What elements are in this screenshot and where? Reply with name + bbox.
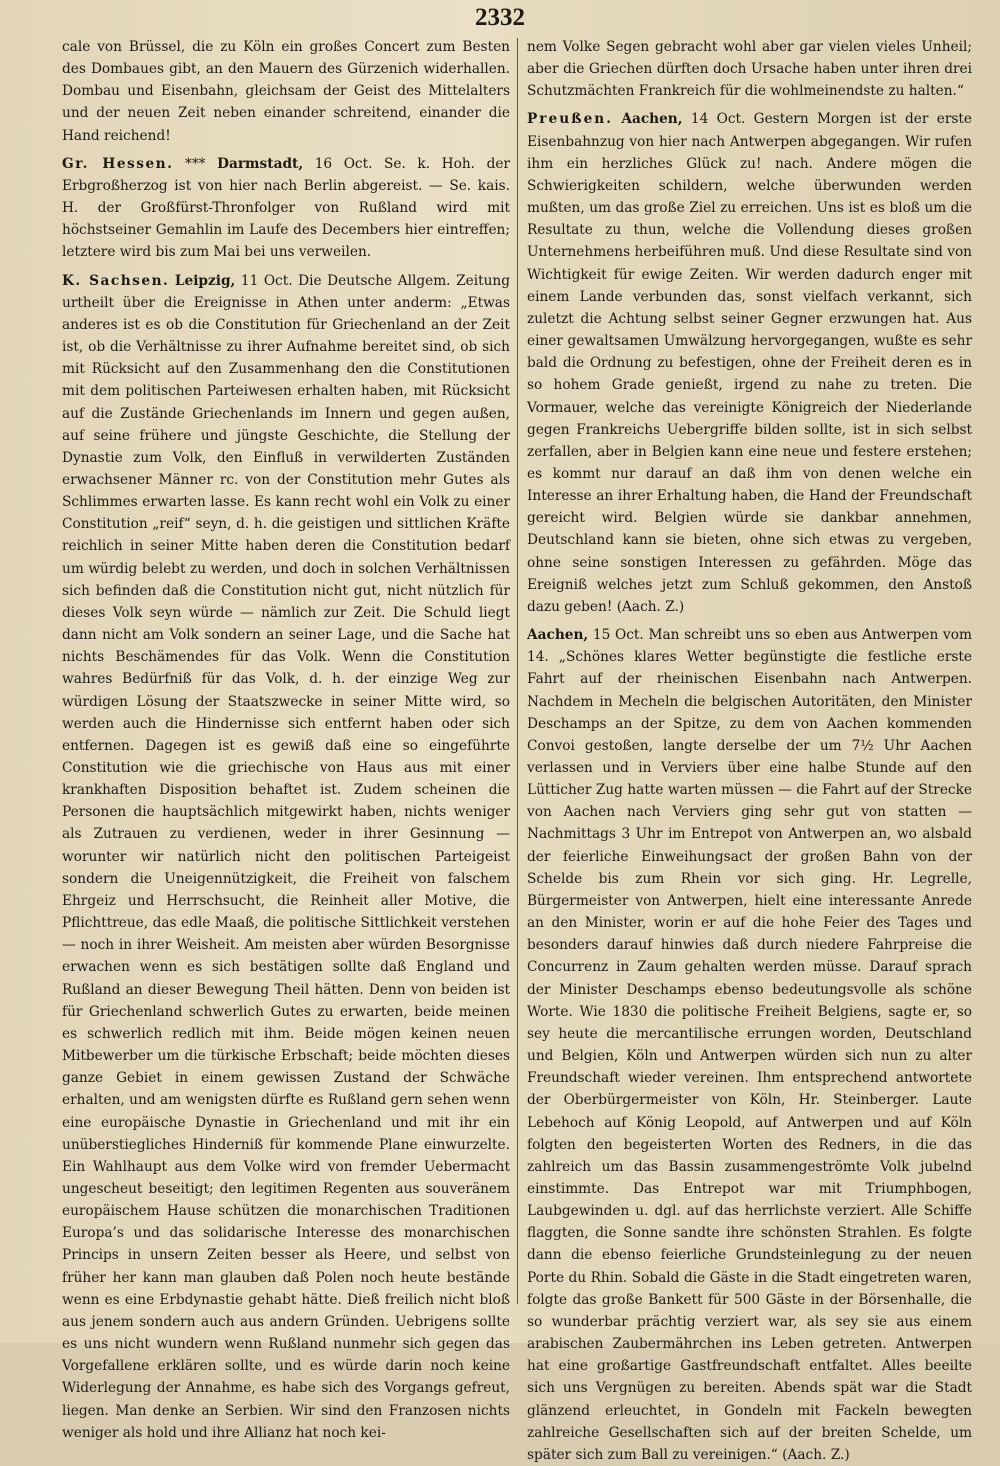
article-marker: *** — [184, 155, 206, 172]
right-column — [527, 36, 972, 1463]
dateline-aachen-14: Aachen, — [621, 111, 683, 128]
article-text-leipzig: 11 Oct. Die Deutsche Allgem. Zeitung urtheilt über die Ereignisse in Athen unter anderm: „Etwas anderes ist es ob die Constitution für Griechenland an der Zeit ist, ob die Verhältnisse zu ihrer Aufnahme bereitet sind, ob sich mit Rücksicht auf den Zusammenhang den die Constitutionen mit dem politischen Parteiwesen erhalten haben, mit Rücksicht auf die Zustände Griechenlands im Innern und gegen außen, auf seine frühere und jüngste Geschichte, die Stellung der Dynastie zum Volk, den Einfluß in verwilderten Zuständen erwachsener Männer rc. von der Constitution mehr Gutes als Schlimmes erwarten lasse. Es kann recht wohl ein Volk zu einer Constitution „reif“ seyn, d. h. die geistigen und sittlichen Kräfte reichlich in seiner Mitte haben deren die Constitution bedarf um würdig belebt zu werden, und doch in solchen Verhältnissen sich befinden daß die Constitution nicht gut, nicht nützlich für dieses Volk seyn würde — nämlich zur Zeit. Die Schuld liegt dann nicht am Volk sondern an seiner Lage, und die Sache hat nichts Beschämendes für das Volk. Wenn die Constitution wahres Bedürfniß für das Volk, d. h. der einzige Weg zur würdigen Lösung der Staatszwecke in seiner Mitte wird, so werden auch die Hindernisse sich entfernt haben oder sich entfernen. Dagegen ist es gewiß daß eine so eingeführte Constitution wie die griechische von Haus aus mit einer krankhaften Disposition behaftet ist. Zudem scheinen die Personen die hauptsächlich mitgewirkt haben, nichts weniger als Zutrauen zu verdienen, weder in ihrer Gesinnung — worunter wir natürlich nicht den politischen Parteigeist sondern die Uneigennützigkeit, die Freiheit von falschem Ehrgeiz und Herrschsucht, die Reinheit aller Motive, die Pflichttreue, das edle Maaß, die politische Sittlichkeit verstehen — noch in ihrer Weisheit. Am meisten aber würden Besorgnisse erwachen wenn es sich bestätigen sollte daß England und Rußland an dieser Bewegung Theil hätten. Denn von beiden ist für Griechenland schwerlich Gutes zu erwarten, beide meinen es schwerlich redlich mit ihm. Beide mögen keinen neuen Mitbewerber um die türkische Erbschaft; beide möchten dieses ganze Gebiet in einem gewissen Zustand der Schwäche erhalten, und am wenigsten dürfte es Rußland gern sehen wenn eine europäische Dynastie in Griechenland und mit ihr ein unüberstiegliches Hinderniß für kommende Plane einwurzelte. Ein Wahlhaupt aus dem Volke wird von fremder Uebermacht ungescheut beseitigt; den legitimen Regenten aus souveränem europäischem Hause schützen die monarchischen Traditionen Europa’s und das solidarische Interesse des monarchischen Princips in unsern Zeiten besser als Heere, und selbst von früher her kann man glauben daß Polen noch heute bestände wenn es eine Erbdynastie gehabt hätte. Dieß freilich nicht bloß aus jenem sondern auch aus andern Gründen. Uebrigens sollte es uns nicht wundern wenn Rußland nunmehr sich gegen das Vorgefallene erklären sollte, und es würde darin noch keine Widerlegung der Annahme, es habe sich des Vorgangs gefreut, liegen. Man denke an Serbien. Wir sind den Franzosen nichts weniger als hold und ihre Allianz hat noch kei- — [62, 272, 510, 1441]
dateline-aachen-15: Aachen, — [527, 627, 589, 644]
page-number: 2332 — [475, 4, 525, 31]
section-header-hessen: Gr. Hessen. — [62, 155, 174, 172]
paragraph-greece-continued: nem Volke Segen gebracht wohl aber gar vielen vieles Unheil; aber die Griechen dürften doch Ursache haben unter ihren drei Schutzmächten Frankreich für die wohlmeinendste zu halten.“ — [527, 39, 972, 100]
paragraph-cologne-concert: cale von Brüssel, die zu Köln ein großes Concert zum Besten des Dombaues gibt, an den Mauern des Gürzenich widerhallen. Dombau und Eisenbahn, gleichsam der Geist des Mittelalters und der neuen Zeit neben einander schreitend, einander die Hand reichend! — [62, 39, 510, 144]
dateline-darmstadt: Darmstadt, — [217, 155, 304, 172]
article-text-aachen-14: 14 Oct. Gestern Morgen ist der erste Eisenbahnzug von hier nach Antwerpen abgegangen. Wir rufen ihm ein herzliches Glück zu! nach. Andere mögen die Schwierigkeiten schildern, welche überwunden werden mußten, um das große Ziel zu erreichen. Uns ist es bloß um die Resultate zu thun, welche die Vollendung dieses großen Unternehmens herbeiführen muß. Und diese Resultate sind von Wichtigkeit für ewige Zeiten. Wir werden dadurch enger mit einem Lande verbunden das, sonst vielfach verkannt, sich zuletzt die Achtung selbst seiner Gegner erzwungen hat. Aus einer gewaltsamen Umwälzung hervorgegangen, wußte es sehr bald die Ordnung zu befestigen, ohne der Freiheit deren es in so hohem Grade genießt, irgend zu nahe zu treten. Die Vormauer, welche das vereinigte Königreich der Niederlande gegen Frankreichs Uebergriffe bilden sollte, ist in sich selbst zerfallen, aber in Belgien kann eine neue und festere erstehen; es kommt nur darauf an daß ihm von denen welche ein Interesse an ihrer Erhaltung haben, die Hand der Freundschaft gereicht wird. Belgien würde sie dankbar annehmen, Deutschland kann sie bieten, ohne sich etwas zu vergeben, ohne seine sonstigen Interessen zu gefährden. Möge das Ereigniß welches jetzt zum Schluß gekommen, den Anstoß dazu geben! (Aach. Z.) — [527, 111, 972, 615]
left-column — [62, 36, 510, 1441]
section-header-sachsen: K. Sachsen. — [62, 272, 170, 289]
section-header-preussen: Preußen. — [527, 111, 613, 128]
article-aachen-14 — [527, 108, 972, 618]
article-aachen-15 — [527, 624, 972, 1466]
article-leipzig — [62, 270, 510, 1444]
column-divider — [517, 38, 518, 1304]
dateline-leipzig: Leipzig, — [174, 272, 236, 289]
article-text-aachen-15: 15 Oct. Man schreibt uns so eben aus Antwerpen vom 14. „Schönes klares Wetter begünstigte die festliche erste Fahrt auf der rheinischen Eisenbahn nach Antwerpen. Nachdem in Mecheln die belgischen Autoritäten, den Minister Deschamps an der Spitze, zu dem von Aachen kommenden Convoi gestoßen, langte derselbe der um 7½ Uhr Aachen verlassen und in Verviers über eine halbe Stunde auf den Lütticher Zug hatte warten müssen — die Fahrt auf der Strecke von Aachen nach Verviers ging sehr gut von statten — Nachmittags 3 Uhr im Entrepot von Antwerpen an, wo alsbald der feierliche Einweihungsact der großen Bahn von der Schelde bis zum Rhein vor sich ging. Hr. Legrelle, Bürgermeister von Antwerpen, hielt eine interessante Anrede an den Minister, worin er auf die hohe Feier des Tages und besonders darauf hinwies daß durch niedere Fahrpreise die Concurrenz in Zaum gehalten werden müsse. Darauf sprach der Minister Deschamps ebenso bedeutungsvolle als schöne Worte. Wie 1830 die politische Freiheit Belgiens, sagte er, so sey heute die mercantilische errungen worden, Deutschland und Belgien, Köln und Antwerpen würden sich nun zu alter Freundschaft wieder vereinen. Ihm entsprechend antwortete der Oberbürgermeister von Köln, Hr. Steinberger. Laute Lebehoch auf König Leopold, auf Antwerpen und auf Köln folgten den begeisterten Worten des Redners, in die das zahlreich um das Bassin zusammengeströmte Volk jubelnd einstimmte. Das Entrepot war mit Triumphbogen, Laubgewinden u. dgl. auf das herrlichste verziert. Alle Schiffe flaggten, die Sonne sandte ihre schönsten Strahlen. Es folgte dann die ebenso feierliche Grundsteinlegung zu der neuen Porte du Rhin. Sobald die Gäste in die Stadt eingetreten waren, folgte das große Bankett für 500 Gäste in der Börsenhalle, die so wunderbar prächtig verziert war, als sey sie aus einem arabischen Zaubermährchen ins Leben getreten. Antwerpen hat eine großartige Gastfreundschaft entfaltet. Alles beeilte sich uns Vergnügen zu bereiten. Abends spät war die Stadt glänzend erleuchtet, in Gondeln mit Fackeln bewegten zahlreiche Gesellschaften sich auf der breiten Schelde, um später sich zum Ball zu vereinigen.“ (Aach. Z.) — [527, 627, 972, 1463]
article-darmstadt — [62, 153, 510, 264]
article-text-darmstadt: 16 Oct. Se. k. Hoh. der Erbgroßherzog ist von hier nach Berlin abgereist. — Se. kais. H. der Großfürst-Thronfolger von Rußland wird mit höchstseiner Gemahlin im Laufe des Decembers hier eintreffen; letztere wird bis zum Mai bei uns verweilen. — [62, 155, 510, 261]
